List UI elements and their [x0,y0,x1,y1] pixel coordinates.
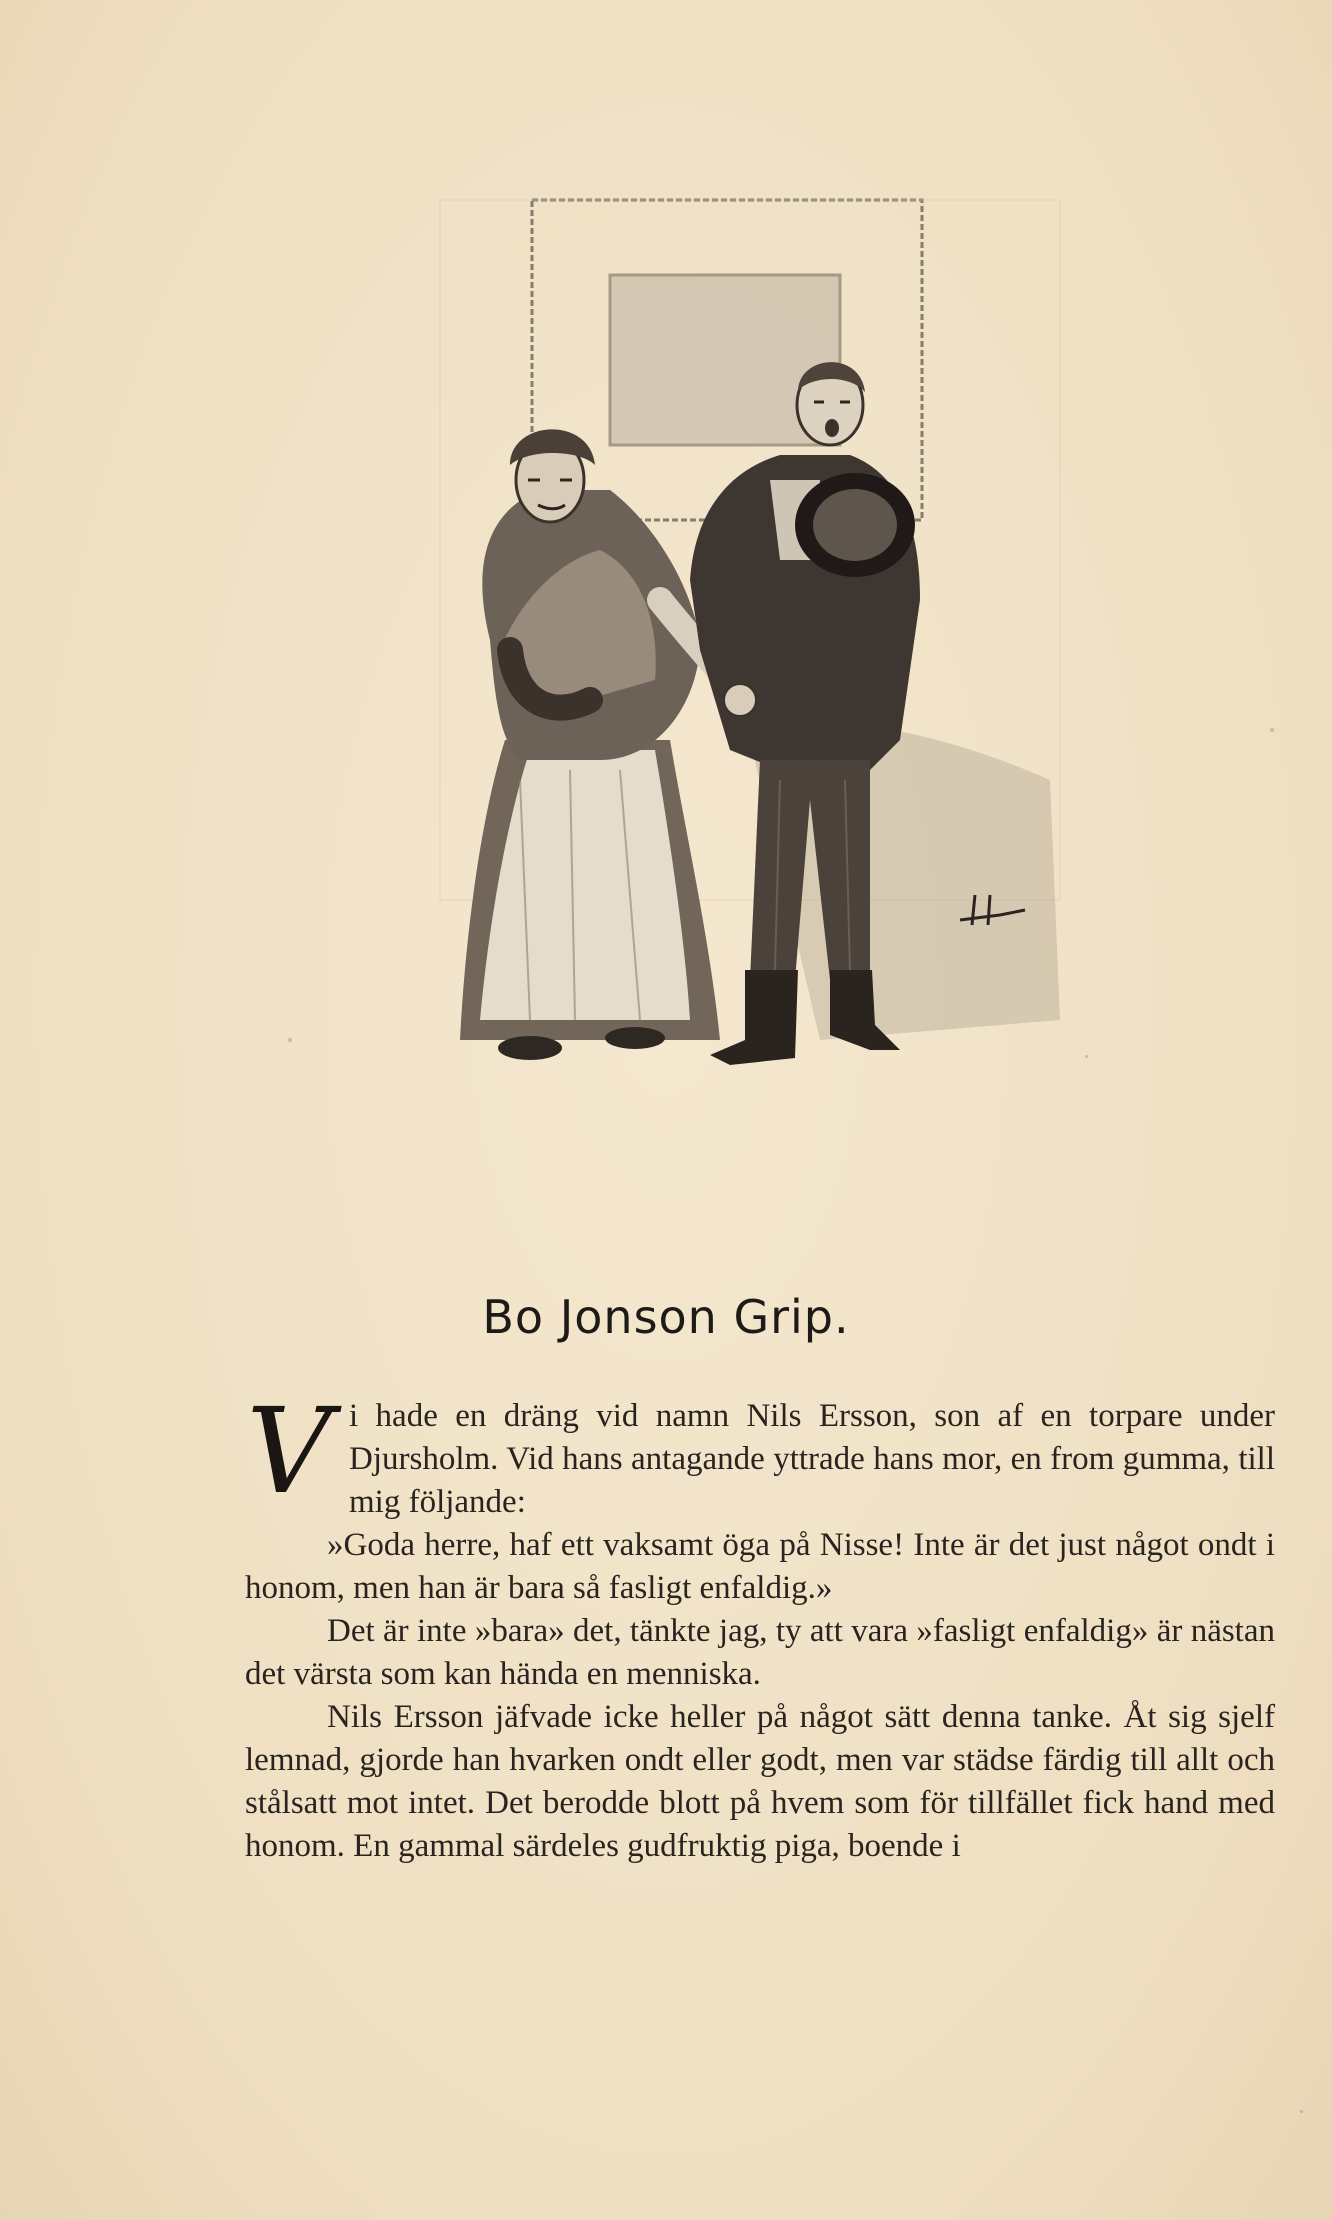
illustration [400,180,1080,1160]
paragraph-1: i hade en dräng vid namn Nils Ersson, son af en torpare under Djursholm. Vid hans antagande yttrade hans mor, en from gumma, till mig följande: [349,1398,1275,1520]
paper-speck [288,1038,292,1042]
paragraph-2: »Goda herre, haf ett vaksamt öga på Nisse! Inte är det just något ondt i honom, men han är bara så fasligt enfaldig.» [245,1527,1275,1606]
chapter-title: Bo Jonson Grip. [482,1290,850,1344]
paper-speck [1270,728,1274,732]
paragraph-3: Det är inte »bara» det, tänkte jag, ty att vara »fasligt enfaldig» är nästan det värsta som kan hända en menniska. [245,1613,1275,1692]
engraving-old-woman-and-young-man-icon [400,180,1080,1160]
first-paragraph [245,1382,1275,1524]
drop-cap: V [246,1382,332,1520]
paragraph-4: Nils Ersson jäfvade icke heller på något sätt denna tanke. Åt sig sjelf lemnad, gjorde han hvarken ondt eller godt, men var städse färdig till allt och stålsatt mot intet. Det berodde blott på hvem som för tillfället fick hand med honom. En gammal särdeles gudfruktig piga, boende i [245,1699,1275,1864]
paper-speck [1300,2110,1303,2113]
body-text [245,1382,1275,1868]
paper-speck [1085,1055,1088,1058]
